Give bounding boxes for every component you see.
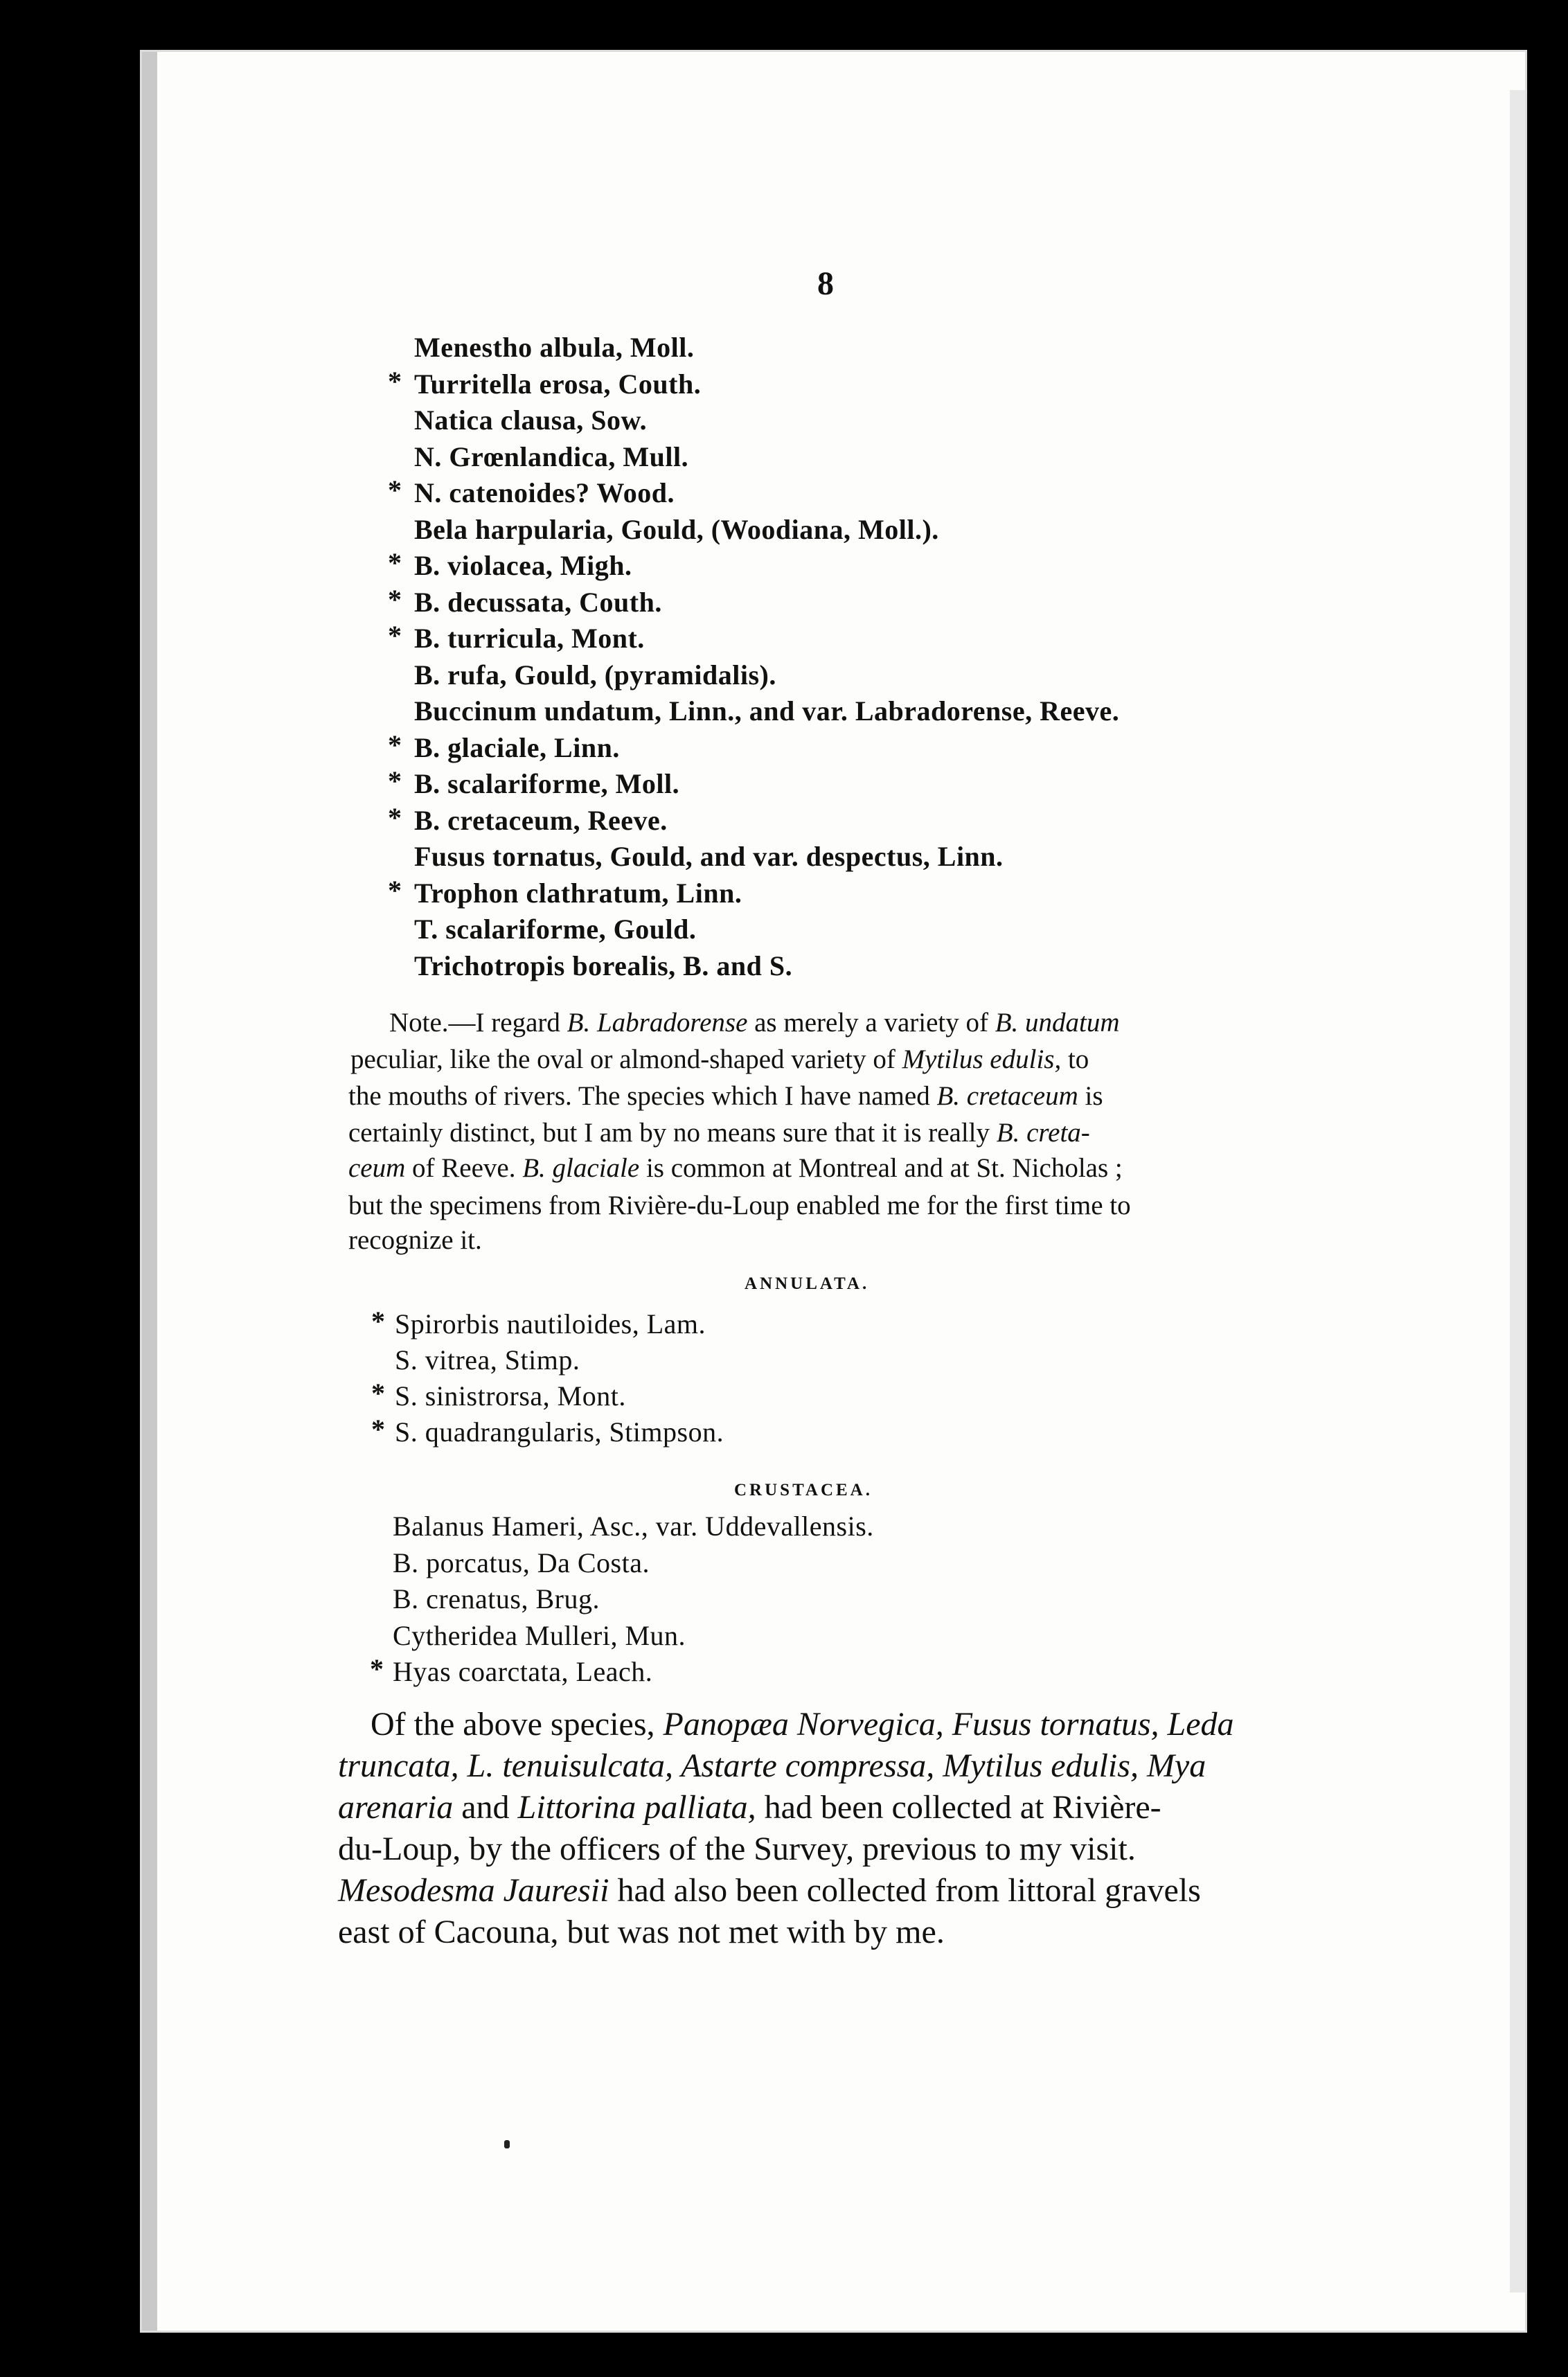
note-text: as merely a variety of — [747, 1008, 995, 1038]
note-text: is common at Montreal and at St. Nicholas ; — [639, 1153, 1123, 1183]
species-entry: B. cretaceum, Reeve. — [414, 804, 668, 836]
asterisk-marker: * — [388, 547, 402, 578]
note-line-7 — [348, 1225, 482, 1256]
paragraph-line-1 — [371, 1705, 1234, 1743]
asterisk-marker: * — [371, 1414, 385, 1445]
asterisk-marker: * — [371, 1306, 385, 1337]
note-line-2 — [350, 1044, 1089, 1075]
species-entry: B. turricula, Mont. — [414, 623, 645, 654]
note-italic: B. glaciale — [522, 1153, 640, 1183]
asterisk-marker: * — [388, 474, 402, 506]
note-italic: Mytilus edulis, — [902, 1044, 1062, 1074]
asterisk-marker: * — [388, 874, 402, 906]
paragraph-italic: truncata, L. tenuisulcata, Astarte compressa, Mytilus edulis, Mya — [338, 1747, 1206, 1784]
species-entry: Bela harpularia, Gould, (Woodiana, Moll.). — [414, 513, 939, 545]
note-italic: B. Labradorense — [567, 1008, 748, 1038]
paragraph-italic: arenaria — [338, 1789, 454, 1826]
paragraph-text: had also been collected from littoral gravels — [609, 1872, 1201, 1909]
paragraph-line-5 — [338, 1871, 1201, 1909]
species-entry: Trophon clathratum, Linn. — [414, 877, 742, 909]
species-entry: T. scalariforme, Gould. — [414, 914, 697, 945]
note-text: is — [1078, 1081, 1103, 1111]
note-text: recognize it. — [348, 1225, 482, 1255]
paragraph-italic: Panopæa Norvegica, Fusus tornatus, Leda — [663, 1706, 1234, 1743]
note-text: Note.—I regard — [389, 1008, 567, 1038]
species-entry: N. Grœnlandica, Mull. — [414, 440, 689, 472]
paragraph-text: Of the above species, — [371, 1706, 663, 1743]
species-entry: Trichotropis borealis, B. and S. — [414, 950, 793, 981]
page-edge — [1510, 90, 1525, 2293]
species-entry: B. rufa, Gould, (pyramidalis). — [414, 659, 776, 691]
note-text: but the specimens from Rivière-du-Loup enabled me for the first time to — [348, 1191, 1131, 1220]
asterisk-marker: * — [388, 729, 402, 760]
paragraph-italic: Littorina palliata, — [517, 1789, 756, 1826]
species-entry: N. catenoides? Wood. — [414, 477, 675, 508]
crustacea-entry: B. porcatus, Da Costa. — [393, 1547, 650, 1578]
note-italic: B. creta- — [996, 1118, 1090, 1148]
note-line-3 — [348, 1080, 1103, 1112]
asterisk-marker: * — [370, 1653, 384, 1684]
species-entry: Menestho albula, Moll. — [414, 332, 695, 363]
species-entry: B. glaciale, Linn. — [414, 731, 620, 763]
annulata-heading: ANNULATA. — [745, 1274, 870, 1293]
crustacea-heading: CRUSTACEA. — [734, 1481, 873, 1499]
crustacea-entry: Balanus Hameri, Asc., var. Uddevallensis. — [393, 1511, 874, 1542]
annulata-entry: S. sinistrorsa, Mont. — [395, 1380, 626, 1412]
asterisk-marker: * — [388, 365, 402, 397]
paragraph-line-3 — [338, 1788, 1161, 1826]
page-number: 8 — [817, 265, 834, 302]
ink-speck — [504, 2140, 510, 2148]
asterisk-marker: * — [388, 801, 402, 833]
crustacea-entry: Cytheridea Mulleri, Mun. — [393, 1619, 686, 1651]
species-entry: Turritella erosa, Couth. — [414, 368, 702, 400]
asterisk-marker: * — [371, 1378, 385, 1409]
note-italic: ceum — [348, 1153, 406, 1183]
note-italic: B. undatum — [995, 1008, 1120, 1038]
species-entry: Fusus tornatus, Gould, and var. despectus, Linn. — [414, 841, 1004, 872]
asterisk-marker: * — [388, 765, 402, 796]
paragraph-text: and — [453, 1789, 518, 1826]
note-italic: B. cretaceum — [936, 1081, 1078, 1111]
note-line-5 — [348, 1152, 1123, 1184]
annulata-entry: S. quadrangularis, Stimpson. — [395, 1416, 724, 1448]
species-entry: Natica clausa, Sow. — [414, 404, 648, 436]
paragraph-line-4 — [338, 1830, 1136, 1868]
note-text: certainly distinct, but I am by no means sure that it is really — [348, 1118, 997, 1148]
annulata-entry: Spirorbis nautiloides, Lam. — [395, 1308, 706, 1339]
crustacea-entry: B. crenatus, Brug. — [393, 1583, 600, 1614]
asterisk-marker: * — [388, 620, 402, 651]
species-entry: B. scalariforme, Moll. — [414, 768, 680, 799]
note-text: to — [1061, 1044, 1089, 1074]
note-line-4 — [348, 1117, 1090, 1148]
note-text: peculiar, like the oval or almond-shaped variety of — [350, 1044, 902, 1074]
paragraph-text: du-Loup, by the officers of the Survey, previous to my visit. — [338, 1831, 1136, 1867]
note-text: of Reeve. — [405, 1153, 523, 1183]
paragraph-line-2 — [338, 1747, 1206, 1785]
note-line-1 — [389, 1007, 1120, 1038]
paragraph-text: east of Cacouna, but was not met with by me. — [338, 1914, 945, 1950]
paragraph-line-6 — [338, 1913, 945, 1951]
note-text: the mouths of rivers. The species which I have named — [348, 1081, 937, 1111]
species-entry: Buccinum undatum, Linn., and var. Labradorense, Reeve. — [414, 695, 1120, 727]
species-entry: B. violacea, Migh. — [414, 550, 632, 581]
species-entry: B. decussata, Couth. — [414, 586, 662, 618]
asterisk-marker: * — [388, 583, 402, 615]
paragraph-italic: Mesodesma Jauresii — [338, 1872, 609, 1909]
note-line-6 — [348, 1190, 1131, 1221]
paragraph-text: had been collected at Rivière- — [756, 1789, 1161, 1826]
annulata-entry: S. vitrea, Stimp. — [395, 1344, 580, 1376]
crustacea-entry: Hyas coarctata, Leach. — [393, 1656, 653, 1687]
